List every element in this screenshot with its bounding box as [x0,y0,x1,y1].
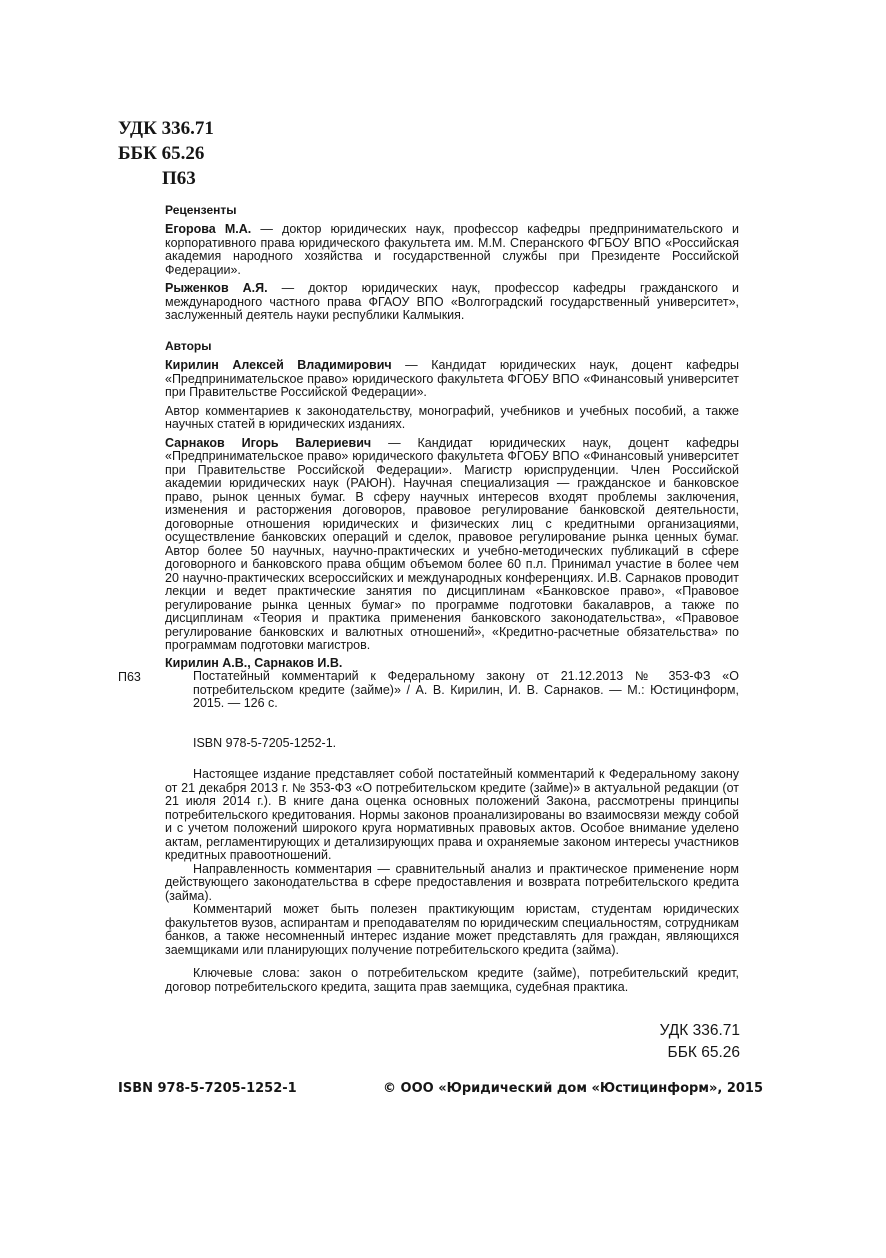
footer-copyright: © ООО «Юридический дом «Юстицинформ», 2015 [383,1081,764,1096]
keywords: Ключевые слова: закон о потребительском кредите (займе), потребительский кредит, договор потребительского кредита, защита прав заемщика, судебная практика. [165,966,739,994]
author-description: — Кандидат юридических наук, доцент кафедры «Предпринимательское право» юридического факультета ФГОБУ ВПО «Финансовый университет при Правительстве Российской Федерации». [165,358,739,399]
authors-heading: Авторы [165,339,212,353]
author-entry [165,359,739,400]
catalog-isbn: ISBN 978-5-7205-1252-1. [193,736,337,750]
bottom-udk-code: УДК 336.71 [659,1022,740,1039]
author-name: Сарнаков Игорь Валериевич [165,435,372,450]
reviewers-heading: Рецензенты [165,203,237,217]
udk-code: УДК 336.71 [118,118,214,139]
author-extra: Автор комментариев к законодательству, монографий, учебников и учебных пособий, а также научных статей в юридических изданиях. [165,403,739,431]
author-name: Кирилин Алексей Владимирович [165,358,392,372]
annotation [165,768,739,994]
catalog-description: Постатейный комментарий к Федеральному закону от 21.12.2013 № 353-ФЗ «О потребительском кредите (займе)» / А. В. Кирилин, И. В. Сарнаков. — М.: Юстицинформ, 2015. — 126 с. [193,669,739,710]
footer-isbn: ISBN 978-5-7205-1252-1 [118,1081,297,1096]
annotation-paragraph: Комментарий может быть полезен практикующим юристам, студентам юридических факультетов вузов, аспирантам и преподавателям по юридическим специальностям, сотрудникам банков, а также несомненный интерес издание может представлять для граждан, являющихся заемщиками или планирующих получение потребительского кредита (займа). [165,902,739,957]
author-mark: П63 [162,168,196,189]
author-description: — Кандидат юридических наук, доцент кафедры «Предпринимательское право» юридического факультета ФГОБУ ВПО «Финансовый университет при Правительстве Российской Федерации». Магистр юриспруденции. Член Российской академии юридических наук (РАЮН). Научная специализация — гражданское и банковское право, рынок ценных бумаг. В сферу научных интересов входят проблемы заключения, изменения и расторжения договоров, правовое регулирование банковской деятельности, договорные отношения юридических и физических лиц с кредитными организациями, осуществление банковских операций и сделок, правовое регулирование рынка ценных бумаг. Автор более 50 научных, научно-практических и учебно-методических публикаций в сфере договорного и банковского права общим объемом более 60 п.л. Принимал участие в более чем 20 научно-практических всероссийских и международных конференциях. И.В. Сарнаков проводит лекции и ведет практические занятия по дисциплинам «Банковское право», «Правовое регулирование рынка ценных бумаг» по программе подготовки бакалавров, а также по дисциплинам «Теория и практика применения банковского законодательства», «Правовое регулирование банковских и валютных отношений», «Кредитно-расчетные обязательства» по программам подготовки магистров. [165,435,739,652]
annotation-paragraph: Направленность комментария — сравнительный анализ и практическое применение норм действующего законодательства в сфере предоставления и возврата потребительского кредита (займа). [165,861,739,903]
reviewer-name: Рыженков А.Я. [165,281,268,295]
reviewer-description: — доктор юридических наук, профессор кафедры предпринимательского и корпоративного права юридического факультета им. М.М. Сперанского ФГБОУ ВПО «Российская академия народного хозяйства и государственной службы при Президенте Российской Федерации». [165,222,739,277]
annotation-paragraph: Настоящее издание представляет собой постатейный комментарий к Федеральному закону от 21 декабря 2013 г. № 353-ФЗ «О потребительском кредите (займе)» в актуальной редакции (от 21 июля 2014 г.). В книге дана оценка основных положений Закона, рассмотрены принципы потребительского кредитования. Нормы законов проанализированы во взаимосвязи между собой и с учетом положений широкого круга нормативных правовых актов. Особое внимание уделено актам, регламентирующих и детализирующих права и охраняемые законом интересы участников кредитных правоотношений. [165,767,739,862]
reviewer-entry [165,282,739,323]
reviewers-section [165,203,739,328]
catalog-authors: Кирилин А.В., Сарнаков И.В. [165,656,343,670]
bottom-bbk-code: ББК 65.26 [667,1044,740,1061]
catalog-code: П63 [118,670,141,684]
bbk-code: ББК 65.26 [118,143,205,164]
author-entry [165,437,739,653]
authors-section [165,339,739,658]
reviewer-description: — доктор юридических наук, профессор кафедры гражданского и международного частного права ФГАОУ ВПО «Волгоградский государственный университет», заслуженный деятель науки республики Калмыкия. [165,281,739,322]
reviewer-entry [165,223,739,277]
reviewer-name: Егорова М.А. [165,222,252,236]
